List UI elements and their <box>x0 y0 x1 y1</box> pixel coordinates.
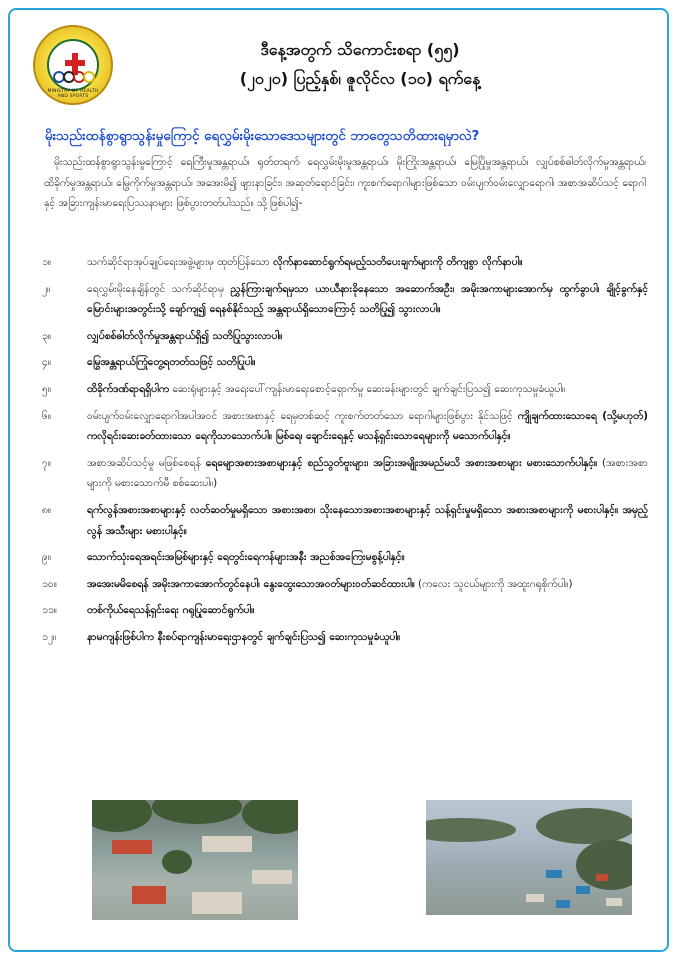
item-number: ၁၂။ <box>42 630 57 643</box>
list-item <box>40 279 648 320</box>
page-header <box>150 35 570 93</box>
item-text <box>87 326 648 347</box>
house-roof <box>596 874 608 881</box>
item-bold: ရက်လွန်အစားအစာများနှင့် လတ်ဆတ်မှုမရှိသော အစားအစာ၊ သိုးနေသောအစားအစာများနှင့် သန့်ရှင်းမှုမရှိသော အစားအစာများကို မစားပါနှင့်။ အမှည့်လွန် အသီးများ မစားပါနှင့်။ <box>87 503 648 537</box>
red-cross-bar <box>65 60 85 66</box>
olympic-ring-icon <box>83 71 95 83</box>
list-item <box>40 352 648 373</box>
item-number: ၃။ <box>42 329 51 342</box>
flood-photo-right <box>426 800 632 915</box>
list-item <box>40 252 648 273</box>
house-roof <box>526 894 544 902</box>
item-plain: သက်ဆိုင်ရာအုပ်ချုပ်ရေးအဖွဲ့များမှ ထုတ်ပြန်သော <box>87 256 274 268</box>
advice-list <box>40 252 648 654</box>
house-roof <box>252 870 292 884</box>
house-roof <box>576 886 590 894</box>
header-date: (၂၀၂၀) ပြည့်နှစ်၊ ဇူလိုင်လ (၁၀) ရက်နေ့ <box>239 69 481 88</box>
list-item <box>40 379 648 400</box>
item-number: ၂။ <box>42 282 51 295</box>
item-number: ၆။ <box>42 409 51 422</box>
list-item <box>40 406 648 447</box>
item-plain: ရေလွှမ်းမိုးနေချိန်တွင် သက်ဆိုင်ရာမှ <box>87 282 231 295</box>
list-item <box>40 326 648 347</box>
item-text <box>87 379 648 400</box>
item-number: ၁။ <box>42 256 51 268</box>
item-text <box>87 500 648 541</box>
item-rest: ဆေးရုံများနှင့် အရေးပေါ်ကျန်းမာရေးစောင့်ရှောက်မှု ဆေးခန်းများတွင် ချက်ချင်းပြသ၍ ဆေးကုသမှုခံယူပါ။ <box>169 382 566 395</box>
item-text <box>87 600 648 621</box>
item-bold: သောက်သုံးရေအရင်းအမြစ်များနှင့် ရေတွင်းရေကန်များအနီး အညစ်အကြေးမစွန့်ပါနှင့်။ <box>87 551 405 564</box>
item-text <box>87 547 648 568</box>
item-text <box>87 279 648 320</box>
tree-shape <box>242 800 298 834</box>
item-text <box>87 574 648 595</box>
item-bold: ထိခိုက်ဒဏ်ရာရရှိပါက <box>87 382 170 395</box>
item-plain: ဝမ်းပျက်ဝမ်းလျှောရောဂါအပါအဝင် အစားအစာနှင့် ရေမှတစ်ဆင့် ကူးစက်တတ်သော ရောဂါများဖြစ်ပွား နိုင်သဖြင့် <box>87 409 518 422</box>
item-bold: လိုက်နာဆောင်ရွက်ရမည့်သတိပေးချက်များကို တိကျစွာ လိုက်နာပါ။ <box>273 256 523 268</box>
house-roof <box>606 898 622 906</box>
item-rest: (ကလေး သူငယ်များကို အထူးဂရုစိုက်ပါ။) <box>414 577 573 590</box>
item-number: ၅။ <box>42 382 51 395</box>
house-roof <box>112 840 152 854</box>
tree-shape <box>92 800 152 832</box>
list-item <box>40 500 648 541</box>
item-bold: တစ်ကိုယ်ရေသန့်ရှင်းရေး ဂရုပြုဆောင်ရွက်ပါ။ <box>87 604 255 617</box>
house-roof <box>556 900 570 908</box>
list-item <box>40 574 648 595</box>
item-number: ၁၀။ <box>42 577 57 590</box>
item-bold: ကျိုချက်ထားသောရေ (သို့မဟုတ်) ကလိုရင်းဆေးခတ်ထားသော ရေကိုသာသောက်ပါ။ မြစ်ရေ၊ ချောင်းရေနှင့် မသန့်ရှင်းသောရေများကို မသောက်ပါနှင့်။ <box>87 409 648 443</box>
item-number: ၇။ <box>42 456 51 469</box>
item-bold: နာမကျန်းဖြစ်ပါက နီးစပ်ရာကျန်းမာရေးဌာနတွင် ချက်ချင်းပြသ၍ ဆေးကုသမှုခံယူပါ။ <box>87 630 401 643</box>
list-item <box>40 453 648 494</box>
house-roof <box>202 836 252 852</box>
tree-shape <box>426 818 516 842</box>
item-text <box>87 352 648 373</box>
item-text <box>87 406 648 447</box>
item-number: ၁၁။ <box>42 604 57 617</box>
list-item <box>40 600 648 621</box>
item-bold: ရေမျောအစားအစာများနှင့် စည်သွတ်ဗူးများ၊ အခြားအမျိုးအမည်မသိ အစားအစာများ မစားသောက်ပါနှင့်။ <box>205 456 598 469</box>
item-text <box>87 252 648 273</box>
item-number: ၉။ <box>42 551 51 564</box>
tree-shape <box>536 808 632 844</box>
logo-caption: MINISTRY OF HEALTH AND SPORTS <box>47 89 99 99</box>
item-text <box>87 627 648 648</box>
item-number: ၈။ <box>42 503 52 516</box>
item-bold: လျှပ်စစ်ဓါတ်လိုက်မှုအန္တရာယ်ရှိ၍ သတိပြုသွားလာပါ။ <box>87 329 283 342</box>
logo-emblem <box>47 39 99 91</box>
house-roof <box>132 886 166 904</box>
question-heading: မိုးသည်းထန်စွာရွာသွန်းမှုကြောင့် ရေလွှမ်းမိုးသောဒေသများတွင် ဘာတွေသတိထားရမှာလဲ? <box>45 128 480 144</box>
item-bold: မြွေအန္တရာယ်ကြုံတွေ့ရတတ်သဖြင့် သတိပြုပါ။ <box>87 356 256 369</box>
tree-shape <box>162 850 192 874</box>
item-rest: (အစားအစာများကို မစားသောက်မီ စစ်ဆေးပါ။) <box>87 456 648 490</box>
item-number: ၄။ <box>42 356 51 369</box>
item-plain: အစာအဆိပ်သင့်မှု မဖြစ်စေရန် <box>87 456 206 469</box>
list-item <box>40 547 648 568</box>
house-roof <box>546 870 562 878</box>
flood-photo-left <box>92 800 298 920</box>
tree-shape <box>152 800 242 824</box>
intro-paragraph: မိုးသည်းထန်စွာရွာသွန်းမှုကြောင့် ရေကြီးမှုအန္တရာယ်၊ ရုတ်တရက် ရေလွှမ်းမိုးမှုအန္တရာယ်၊ မိုးကြိုးအန္တရာယ်၊ မြေပြိုမှုအန္တရာယ်၊ လျှပ်စစ်ဓါတ်လိုက်မှုအန္တရာယ်၊ ထိခိုက်မှုအန္တရာယ်၊ မြွေကိုက်မှုအန္တရာယ်၊ အအေးမိ၍ ဖျားနာခြင်း၊ အဆုတ်ရောင်ခြင်း၊ ကူးစက်ရောဂါများဖြစ်သော ဝမ်းပျက်ဝမ်းလျှောရောဂါ၊ အစာအဆိပ်သင့် ရောဂါနှင့် အခြားကျန်းမာရေးပြဿနာများ ဖြစ်ပွားတတ်ပါသည်။ သို့ဖြစ်ပါ၍- <box>44 156 646 210</box>
tree-shape <box>576 840 632 890</box>
header-title: ဒီနေ့အတွက် သိကောင်းစရာ (၅၅) <box>260 40 460 59</box>
list-item <box>40 627 648 648</box>
ministry-logo <box>33 25 113 105</box>
item-bold: အအေးမမိစေရန် အမိုးအကာအောက်တွင်နေပါ၊ နွေးထွေးသောအဝတ်များဝတ်ဆင်ထားပါ။ <box>87 577 415 590</box>
item-text <box>87 453 648 494</box>
item-bold: ညွှန်ကြားချက်ရမှသာ ယာယီနားခိုနေသော အဆောက်အဦး၊ အမိုးအကာများအောက်မှ ထွက်ခွာပါ၊ ချိုင့်ခွက်နှင့် မြောင်းများအတွင်းသို့ ချော်ကျ၍ ရေနစ်နိုင်သည့် အန္တရာယ်ရှိသောကြောင့် သတိပြု၍ သွားလာပါ။ <box>87 282 648 316</box>
house-roof <box>192 892 242 914</box>
